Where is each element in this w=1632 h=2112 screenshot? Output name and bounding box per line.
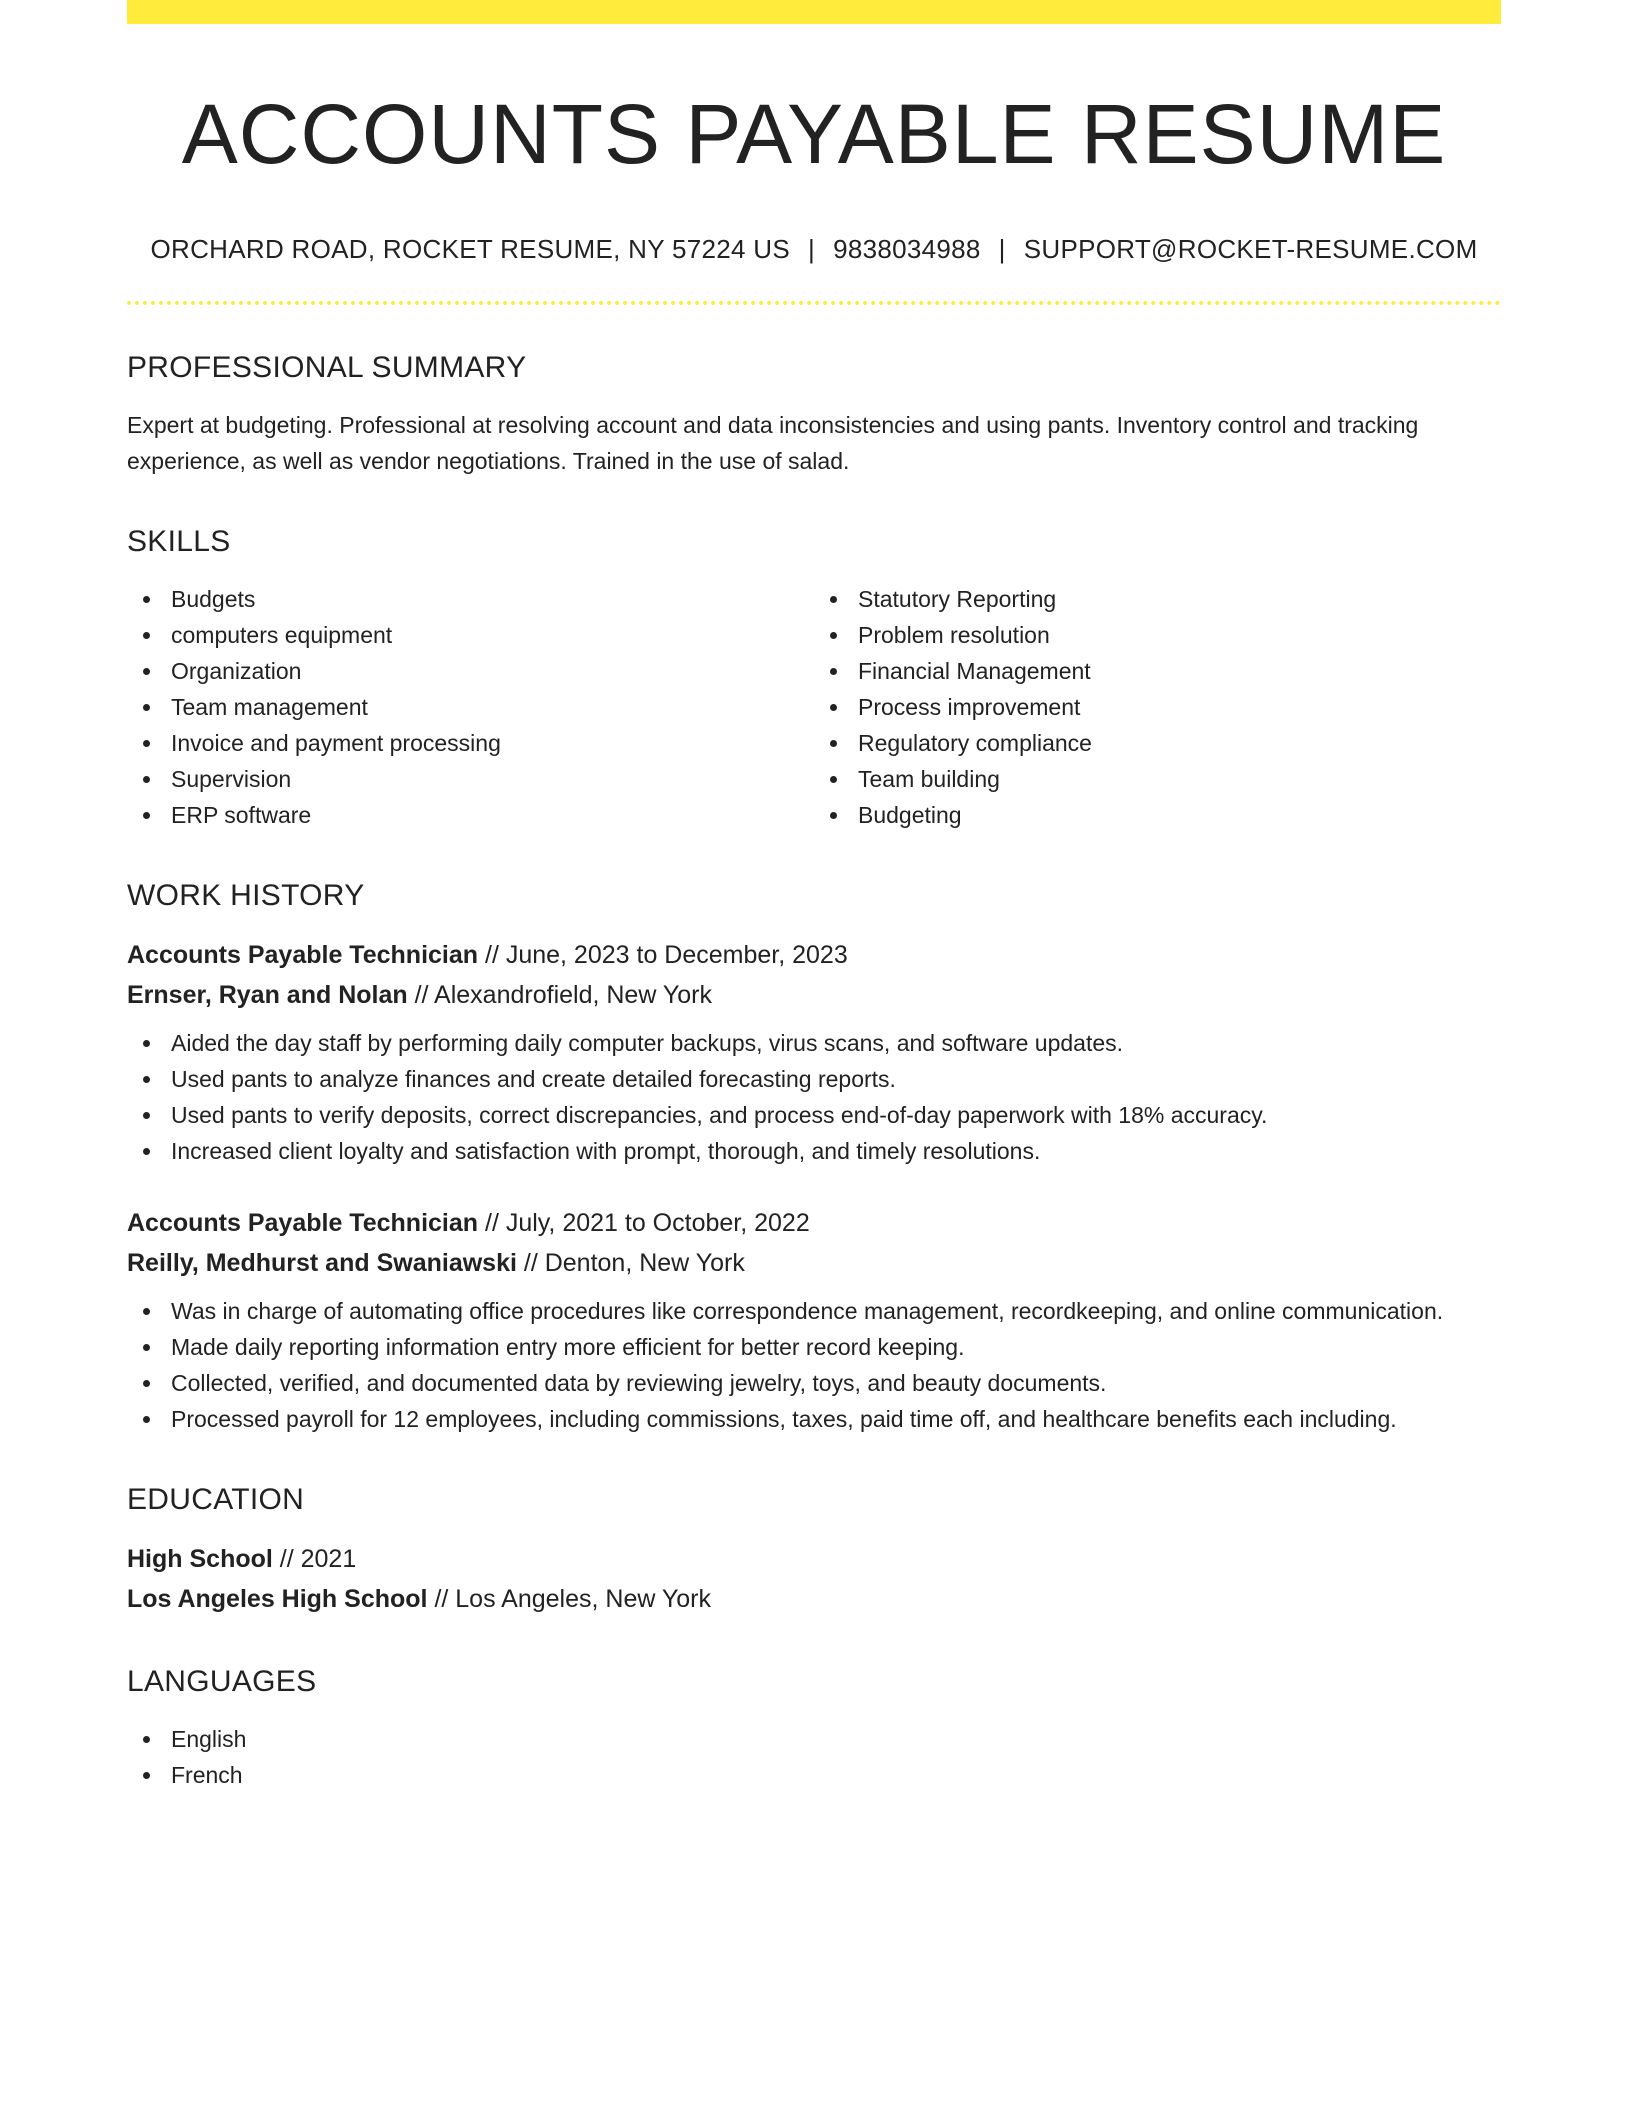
skill-item: Supervision xyxy=(127,761,814,797)
job-company-line xyxy=(127,975,1501,1015)
languages-heading: LANGUAGES xyxy=(127,1665,317,1699)
job-bullet: Made daily reporting information entry more efficient for better record keeping. xyxy=(127,1329,1501,1365)
job-bullets xyxy=(127,1293,1501,1437)
skills-list-left xyxy=(127,581,814,833)
job-bullet: Used pants to verify deposits, correct discrepancies, and process end-of-day paperwork with 18% accuracy. xyxy=(127,1097,1501,1133)
job-bullet: Collected, verified, and documented data by reviewing jewelry, toys, and beauty documents. xyxy=(127,1365,1501,1401)
contact-line xyxy=(127,234,1501,265)
languages-list xyxy=(127,1721,1501,1793)
skills-grid xyxy=(127,581,1501,833)
skills-column-right xyxy=(814,581,1501,833)
job-entry xyxy=(127,1203,1501,1437)
job-entry xyxy=(127,935,1501,1169)
contact-address: ORCHARD ROAD, ROCKET RESUME, NY 57224 US xyxy=(150,234,790,265)
skill-item: Process improvement xyxy=(814,689,1501,725)
skill-item: Regulatory compliance xyxy=(814,725,1501,761)
job-dates: // June, 2023 to December, 2023 xyxy=(478,941,848,970)
resume-title: ACCOUNTS PAYABLE RESUME xyxy=(181,87,1447,181)
contact-phone: 9838034988 xyxy=(833,234,981,265)
skill-item: Budgeting xyxy=(814,797,1501,833)
contact-separator: | xyxy=(808,234,816,265)
language-item: English xyxy=(127,1721,1501,1757)
education-degree-line xyxy=(127,1539,1501,1579)
job-location: // Denton, New York xyxy=(516,1249,745,1278)
education-location: // Los Angeles, New York xyxy=(427,1585,712,1614)
job-bullet: Was in charge of automating office procedures like correspondence management, recordkeeping, and online communication. xyxy=(127,1293,1501,1329)
job-company: Reilly, Medhurst and Swaniawski xyxy=(127,1249,517,1278)
job-bullet: Increased client loyalty and satisfaction with prompt, thorough, and timely resolutions. xyxy=(127,1133,1501,1169)
education-year: // 2021 xyxy=(272,1545,357,1574)
skills-column-left xyxy=(127,581,814,833)
language-item: French xyxy=(127,1757,1501,1793)
job-company-line xyxy=(127,1243,1501,1283)
skill-item: Organization xyxy=(127,653,814,689)
summary-heading: PROFESSIONAL SUMMARY xyxy=(127,351,527,385)
dotted-divider xyxy=(127,301,1501,305)
education-school-line xyxy=(127,1579,1501,1619)
skill-item: Team management xyxy=(127,689,814,725)
skill-item: Financial Management xyxy=(814,653,1501,689)
job-title-line xyxy=(127,935,1501,975)
resume-page xyxy=(127,0,1501,1793)
skills-heading: SKILLS xyxy=(127,525,231,559)
job-location: // Alexandrofield, New York xyxy=(407,981,712,1010)
job-bullet: Processed payroll for 12 employees, including commissions, taxes, paid time off, and healthcare benefits each including. xyxy=(127,1401,1501,1437)
skill-item: ERP software xyxy=(127,797,814,833)
skill-item: Team building xyxy=(814,761,1501,797)
skill-item: computers equipment xyxy=(127,617,814,653)
job-bullet: Aided the day staff by performing daily computer backups, virus scans, and software updates. xyxy=(127,1025,1501,1061)
summary-text: Expert at budgeting. Professional at resolving account and data inconsistencies and using pants. Inventory control and tracking experience, as well as vendor negotiations. Trained in the use of salad. xyxy=(127,412,1419,475)
education-heading: EDUCATION xyxy=(127,1483,305,1517)
education-school: Los Angeles High School xyxy=(127,1585,428,1614)
skills-list-right xyxy=(814,581,1501,833)
skill-item: Problem resolution xyxy=(814,617,1501,653)
job-bullets xyxy=(127,1025,1501,1169)
skill-item: Budgets xyxy=(127,581,814,617)
skill-item: Statutory Reporting xyxy=(814,581,1501,617)
skill-item: Invoice and payment processing xyxy=(127,725,814,761)
work-history-heading: WORK HISTORY xyxy=(127,879,365,913)
job-title: Accounts Payable Technician xyxy=(127,941,479,970)
job-bullet: Used pants to analyze finances and create detailed forecasting reports. xyxy=(127,1061,1501,1097)
top-accent-bar xyxy=(127,0,1501,24)
education-degree: High School xyxy=(127,1545,273,1574)
contact-email[interactable]: SUPPORT@ROCKET-RESUME.COM xyxy=(1023,234,1478,265)
job-company: Ernser, Ryan and Nolan xyxy=(127,981,408,1010)
job-title: Accounts Payable Technician xyxy=(127,1209,479,1238)
job-dates: // July, 2021 to October, 2022 xyxy=(478,1209,810,1238)
contact-separator: | xyxy=(998,234,1006,265)
job-title-line xyxy=(127,1203,1501,1243)
